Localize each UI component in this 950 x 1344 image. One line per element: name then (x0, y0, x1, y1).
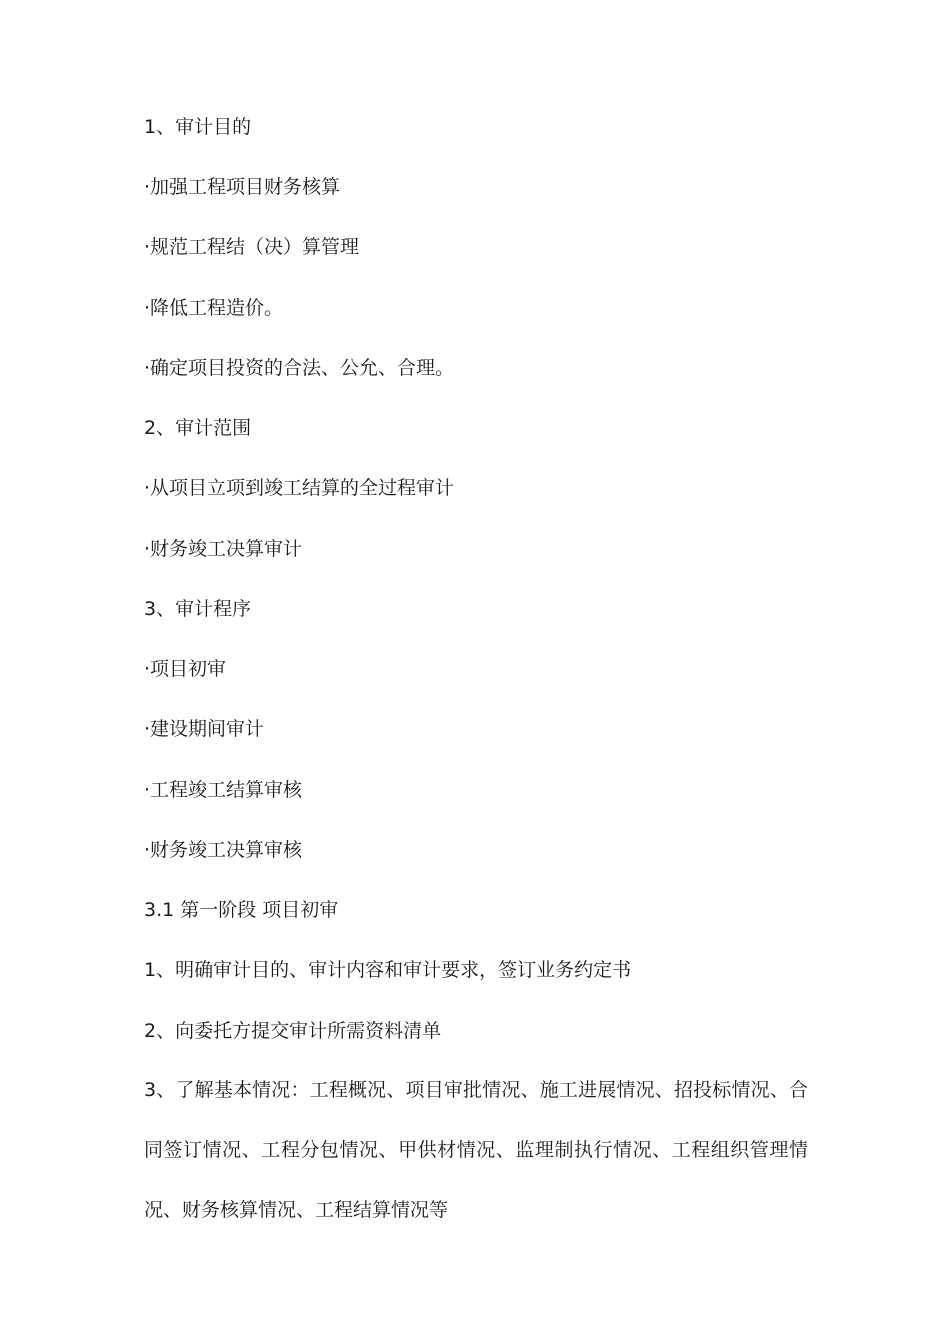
bullet-item: ·确定项目投资的合法、公允、合理。 (144, 357, 455, 379)
bullet-item: ·项目初审 (144, 658, 227, 680)
bullet-item: ·建设期间审计 (144, 718, 265, 740)
section-heading-audit-scope: 2、审计范围 (144, 417, 252, 439)
bullet-item: ·财务竣工决算审计 (144, 538, 303, 560)
subsection-heading-stage-one: 3.1 第一阶段 项目初审 (144, 899, 339, 921)
section-heading-audit-purpose: 1、审计目的 (144, 116, 252, 138)
bullet-item: ·规范工程结（决）算管理 (144, 236, 360, 258)
bullet-item: ·工程竣工结算审核 (144, 779, 303, 801)
numbered-item: 1、明确审计目的、审计内容和审计要求，签订业务约定书 (144, 959, 632, 981)
numbered-item: 2、向委托方提交审计所需资料清单 (144, 1020, 442, 1042)
numbered-paragraph: 3、了解基本情况：工程概况、项目审批情况、施工进展情况、招投标情况、合同签订情况、工程分包情况、甲供材情况、监理制执行情况、工程组织管理情况、财务核算情况、工程结算情况等 (144, 1079, 808, 1221)
bullet-item: ·加强工程项目财务核算 (144, 176, 341, 198)
section-heading-audit-procedure: 3、审计程序 (144, 598, 252, 620)
bullet-item: ·降低工程造价。 (144, 297, 284, 319)
bullet-item: ·从项目立项到竣工结算的全过程审计 (144, 477, 455, 499)
bullet-item: ·财务竣工决算审核 (144, 839, 303, 861)
